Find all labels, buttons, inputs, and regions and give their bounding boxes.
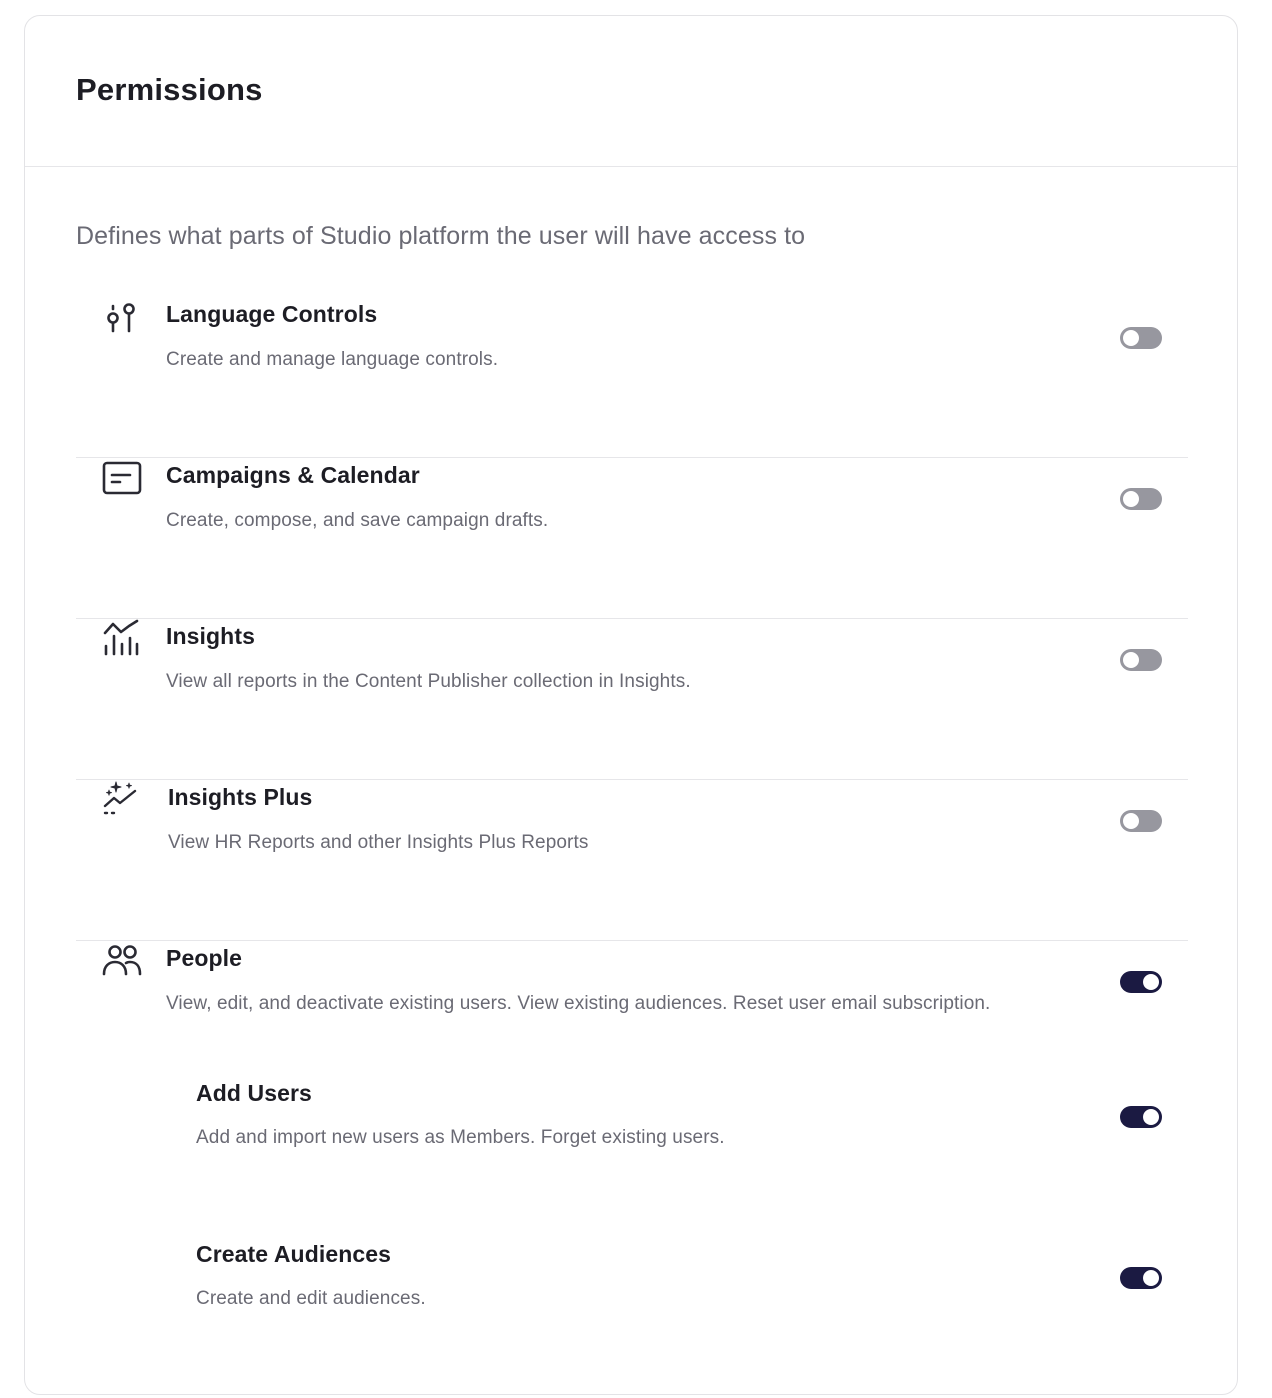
sub-permission-row-add-users bbox=[76, 1076, 1188, 1237]
toggle-people[interactable] bbox=[1120, 971, 1162, 993]
sub-permission-title: Add Users bbox=[196, 1080, 312, 1106]
sub-permission-row-create-audiences bbox=[76, 1237, 1188, 1398]
toggle-knob bbox=[1123, 813, 1139, 829]
toggle-insights-plus[interactable] bbox=[1120, 810, 1162, 832]
campaigns-icon bbox=[102, 458, 142, 498]
toggle-add-users[interactable] bbox=[1120, 1106, 1162, 1128]
insights-icon bbox=[102, 619, 142, 659]
toggle-knob bbox=[1143, 974, 1159, 990]
permission-description: View, edit, and deactivate existing users. View existing audiences. Reset user email subscription. bbox=[166, 993, 991, 1014]
toggle-knob bbox=[1143, 1270, 1159, 1286]
toggle-knob bbox=[1123, 491, 1139, 507]
toggle-language-controls[interactable] bbox=[1120, 327, 1162, 349]
permission-title: Insights Plus bbox=[168, 784, 313, 810]
toggle-campaigns-calendar[interactable] bbox=[1120, 488, 1162, 510]
sub-permission-description: Create and edit audiences. bbox=[196, 1288, 426, 1309]
permission-description: Create and manage language controls. bbox=[166, 349, 499, 370]
toggle-knob bbox=[1123, 330, 1139, 346]
language-controls-icon bbox=[102, 297, 142, 337]
toggle-insights[interactable] bbox=[1120, 649, 1162, 671]
permission-description: Create, compose, and save campaign drafts. bbox=[166, 510, 549, 531]
permission-description: View all reports in the Content Publisher collection in Insights. bbox=[166, 671, 691, 692]
toggle-knob bbox=[1123, 652, 1139, 668]
sub-permission-description: Add and import new users as Members. Forget existing users. bbox=[196, 1127, 725, 1148]
sub-permission-title: Create Audiences bbox=[196, 1241, 392, 1267]
permission-title: People bbox=[166, 945, 243, 971]
permission-row-insights-plus bbox=[76, 780, 1188, 941]
intro-text: Defines what parts of Studio platform the user will have access to bbox=[76, 222, 806, 250]
permission-title: Language Controls bbox=[166, 301, 378, 327]
insights-plus-icon bbox=[102, 780, 142, 820]
permission-title: Campaigns & Calendar bbox=[166, 462, 420, 488]
permission-row-language-controls bbox=[76, 297, 1188, 458]
permissions-card bbox=[24, 15, 1238, 1395]
page-title: Permissions bbox=[76, 72, 263, 107]
permission-row-campaigns-calendar bbox=[76, 458, 1188, 619]
permission-row-insights bbox=[76, 619, 1188, 780]
toggle-knob bbox=[1143, 1109, 1159, 1125]
permission-title: Insights bbox=[166, 623, 255, 649]
permission-description: View HR Reports and other Insights Plus Reports bbox=[168, 832, 589, 853]
card-header bbox=[25, 16, 1237, 167]
people-icon bbox=[102, 941, 142, 981]
toggle-create-audiences[interactable] bbox=[1120, 1267, 1162, 1289]
